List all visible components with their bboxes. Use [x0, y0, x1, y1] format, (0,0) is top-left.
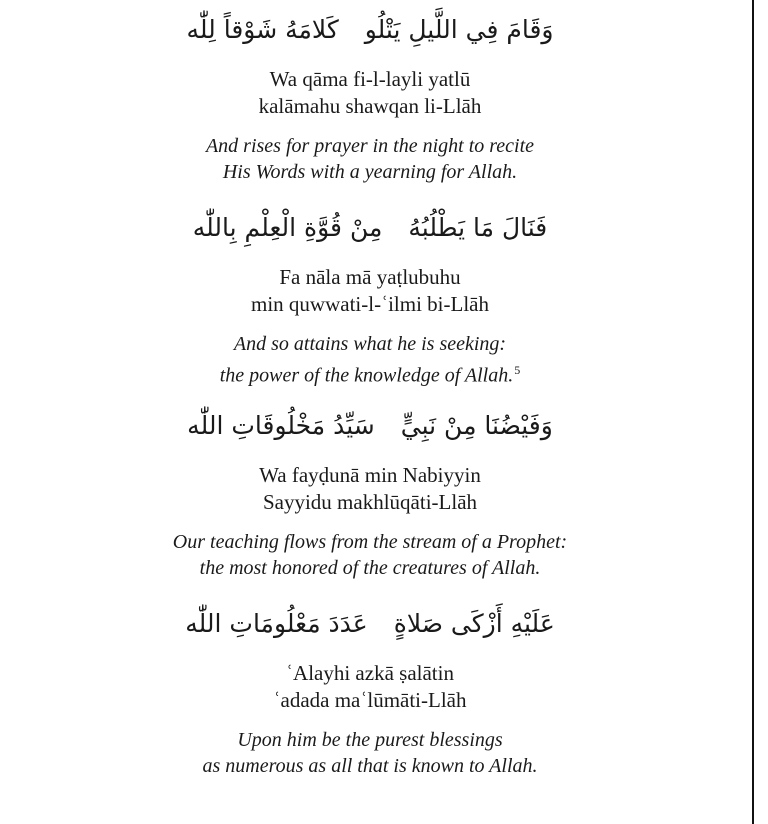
- arabic-verse: [0, 410, 740, 444]
- transliteration-line-2: kalāmahu shawqan li-Llāh: [258, 94, 482, 118]
- transliteration: [0, 462, 740, 516]
- arabic-hemistich-1: وَقَامَ فِي اللَّيلِ يَتْلُو: [364, 15, 554, 44]
- transliteration-line-2: Sayyidu makhlūqāti-Llāh: [262, 490, 478, 514]
- translation-line-2: [0, 357, 740, 389]
- translation: [0, 331, 740, 389]
- transliteration-line-1: Wa qāma fi-l-layli yatlū: [269, 67, 471, 91]
- transliteration-line-2: min quwwati-l-ʿilmi bi-Llāh: [251, 292, 489, 316]
- transliteration: [0, 264, 740, 318]
- arabic-verse: [0, 212, 740, 246]
- transliteration-line-1: Wa fayḍunā min Nabiyyin: [259, 463, 481, 487]
- translation-line-2: His Words with a yearning for Allah.: [222, 161, 518, 183]
- translation-line-1: Upon him be the purest blessings: [237, 729, 503, 751]
- arabic-verse: [0, 608, 740, 642]
- transliteration: [0, 66, 740, 120]
- translation-line-1: Our teaching flows from the stream of a Prophet:: [172, 531, 568, 553]
- arabic-hemistich-1: وَفَيْضُنَا مِنْ نَبِيٍّ: [400, 411, 553, 440]
- translation-line-2: the most honored of the creatures of Allah.: [199, 557, 541, 579]
- page-edge-rule: [752, 0, 754, 824]
- arabic-hemistich-2: عَدَدَ مَعْلُومَاتِ اللّٰه: [185, 609, 368, 638]
- footnote-marker: 5: [514, 363, 521, 377]
- translation-line-1: And so attains what he is seeking:: [233, 333, 507, 355]
- arabic-hemistich-2: سَيِّدُ مَخْلُوقَاتِ اللّٰه: [187, 411, 375, 440]
- arabic-hemistich-2: كَلامَهُ شَوْقاً لِلّٰه: [186, 15, 339, 44]
- translation: [0, 529, 740, 581]
- translation-line-2: as numerous as all that is known to Allah.: [202, 755, 538, 777]
- transliteration-line-1: ʿAlayhi azkā ṣalātin: [286, 661, 454, 685]
- stanza-3: [0, 410, 740, 581]
- stanza-1: [0, 14, 740, 185]
- transliteration-line-2: ʿadada maʿlūmāti-Llāh: [273, 688, 467, 712]
- arabic-hemistich-2: مِنْ قُوَّةِ الْعِلْمِ بِاللّٰه: [192, 213, 383, 242]
- transliteration: [0, 660, 740, 714]
- arabic-hemistich-1: عَلَيْهِ أَزْكَى صَلاةٍ: [393, 609, 555, 638]
- arabic-verse: [0, 14, 740, 48]
- translation: [0, 727, 740, 779]
- translation-line-1: And rises for prayer in the night to recite: [205, 135, 535, 157]
- stanza-4: [0, 608, 740, 779]
- translation: [0, 133, 740, 185]
- arabic-hemistich-1: فَنَالَ مَا يَطْلُبُهُ: [408, 213, 548, 242]
- transliteration-line-1: Fa nāla mā yaṭlubuhu: [279, 265, 461, 289]
- translation-line-2-text: the power of the knowledge of Allah.: [219, 364, 514, 387]
- stanza-2: [0, 212, 740, 389]
